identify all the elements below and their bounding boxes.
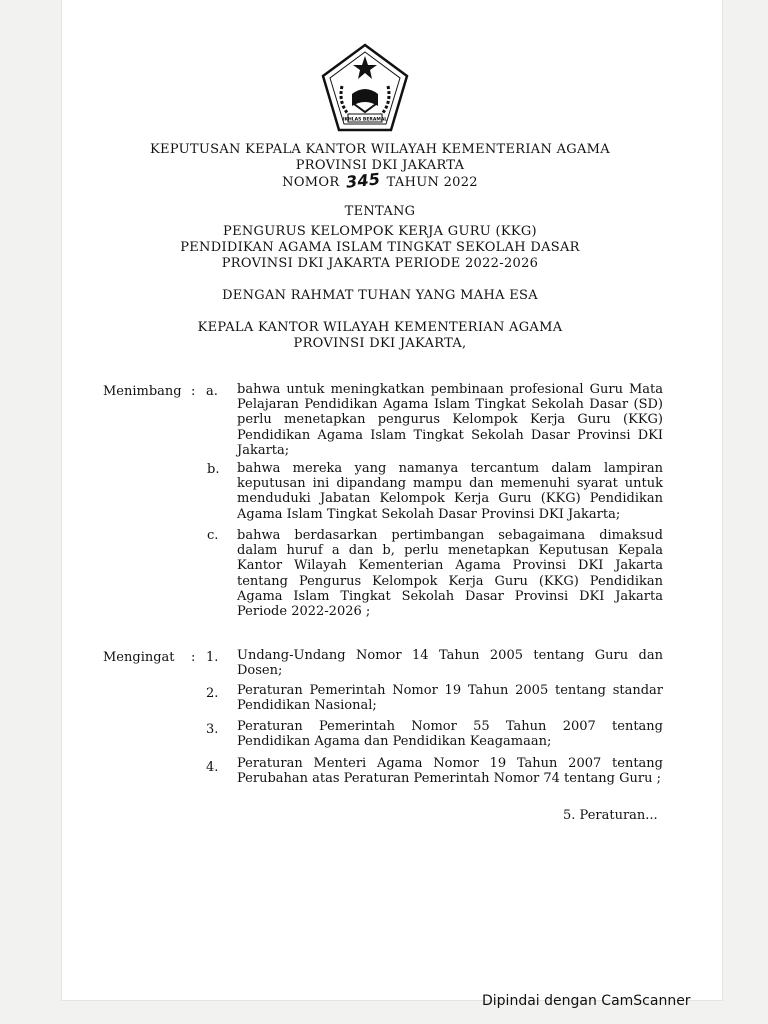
official-title-line2: PROVINSI DKI JAKARTA, xyxy=(293,336,467,351)
mengingat-marker-2: 2. xyxy=(206,686,219,701)
menimbang-label: Menimbang xyxy=(103,384,182,399)
menimbang-item-b: bahwa mereka yang namanya tercantum dalam lampiran keputusan ini dipandang mampu dan memenuhi syarat untuk menduduki Jabatan Kelompok Kerja Guru (KKG) Pendidikan Agama Islam Tingkat Sekolah Dasar Provinsi DKI Jakarta; xyxy=(237,461,663,522)
menimbang-item-c: bahwa berdasarkan pertimbangan sebagaimana dimaksud dalam huruf a dan b, perlu menetapkan Keputusan Kepala Kantor Wilayah Kementerian Agama Provinsi DKI Jakarta tentang Pengurus Kelompok Kerja Guru (KKG) Pendidikan Agama Islam Tingkat Sekolah Dasar Provinsi DKI Jakarta Periode 2022-2026 ; xyxy=(237,528,663,620)
invocation: DENGAN RAHMAT TUHAN YANG MAHA ESA xyxy=(222,288,538,303)
menimbang-marker-b: b. xyxy=(207,462,220,477)
mengingat-marker-3: 3. xyxy=(206,722,219,737)
subject-line1: PENGURUS KELOMPOK KERJA GURU (KKG) xyxy=(223,224,537,239)
handwritten-number: 345 xyxy=(344,169,382,192)
mengingat-colon: : xyxy=(191,650,196,665)
camscanner-watermark: Dipindai dengan CamScanner xyxy=(482,993,691,1009)
menimbang-marker-a: a. xyxy=(206,384,218,399)
mengingat-item-3: Peraturan Pemerintah Nomor 55 Tahun 2007 tentang Pendidikan Agama dan Pendidikan Keagamaan; xyxy=(237,719,663,750)
menimbang-colon: : xyxy=(191,384,196,399)
menimbang-marker-c: c. xyxy=(207,528,219,543)
menimbang-item-a: bahwa untuk meningkatkan pembinaan profesional Guru Mata Pelajaran Pendidikan Agama Islam Tingkat Sekolah Dasar (SD) perlu menetapkan pengurus Kelompok Kerja Guru (KKG) Pendidikan Agama Islam Tingkat Sekolah Dasar Provinsi DKI Jakarta; xyxy=(237,382,663,458)
mengingat-item-1: Undang-Undang Nomor 14 Tahun 2005 tentang Guru dan Dosen; xyxy=(237,648,663,679)
official-title-line1: KEPALA KANTOR WILAYAH KEMENTERIAN AGAMA xyxy=(197,320,563,335)
decree-title-line2: PROVINSI DKI JAKARTA xyxy=(295,158,465,173)
subject-line3: PROVINSI DKI JAKARTA PERIODE 2022-2026 xyxy=(221,256,539,271)
mengingat-label: Mengingat xyxy=(103,650,175,665)
emblem-motto: IKHLAS BERAMAL xyxy=(342,117,388,123)
tentang-heading: TENTANG xyxy=(344,204,416,219)
decree-number: NOMOR 345 TAHUN 2022 xyxy=(282,169,478,192)
decree-title-line1: KEPUTUSAN KEPALA KANTOR WILAYAH KEMENTERIAN AGAMA xyxy=(150,142,610,157)
next-page-catchword: 5. Peraturan... xyxy=(563,808,658,823)
subject-line2: PENDIDIKAN AGAMA ISLAM TINGKAT SEKOLAH DASAR xyxy=(180,240,580,255)
mengingat-item-4: Peraturan Menteri Agama Nomor 19 Tahun 2007 tentang Perubahan atas Peraturan Pemerintah Nomor 74 tentang Guru ; xyxy=(237,756,663,787)
kementerian-agama-emblem xyxy=(320,42,410,134)
mengingat-item-2: Peraturan Pemerintah Nomor 19 Tahun 2005 tentang standar Pendidikan Nasional; xyxy=(237,683,663,714)
mengingat-marker-1: 1. xyxy=(206,650,219,665)
mengingat-marker-4: 4. xyxy=(206,760,219,775)
